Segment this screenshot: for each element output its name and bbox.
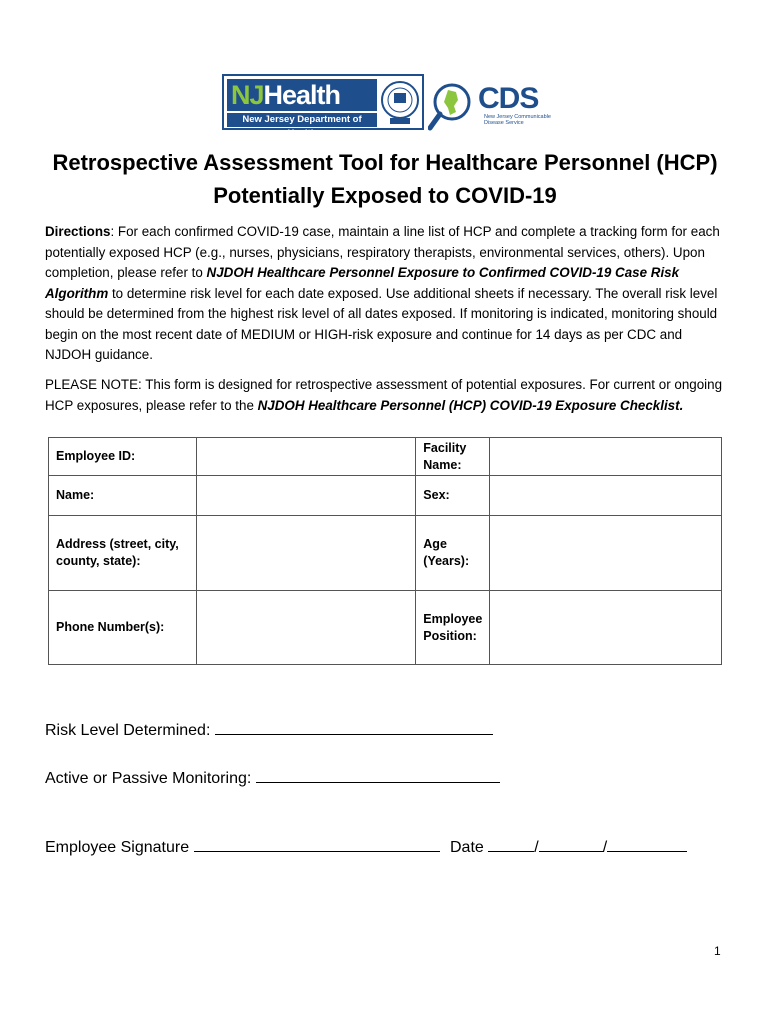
magnifier-nj-icon <box>428 82 480 132</box>
facility-name-field[interactable] <box>490 438 722 476</box>
risk-level-line: Risk Level Determined: <box>45 720 493 740</box>
employee-position-field[interactable] <box>490 591 722 665</box>
monitoring-line: Active or Passive Monitoring: <box>45 768 500 788</box>
address-label: Address (street, city, county, state): <box>49 516 197 591</box>
employee-id-field[interactable] <box>196 438 416 476</box>
phone-field[interactable] <box>196 591 416 665</box>
phab-seal-icon <box>380 80 420 126</box>
sex-field[interactable] <box>490 476 722 516</box>
nj-health-logo: NJHealth New Jersey Department of Health <box>222 74 424 130</box>
sex-label: Sex: <box>416 476 490 516</box>
employee-position-label: Employee Position: <box>416 591 490 665</box>
risk-level-blank[interactable] <box>215 720 493 735</box>
monitoring-blank[interactable] <box>256 768 500 783</box>
age-label: Age (Years): <box>416 516 490 591</box>
name-label: Name: <box>49 476 197 516</box>
header-logos <box>222 74 552 139</box>
name-field[interactable] <box>196 476 416 516</box>
phone-label: Phone Number(s): <box>49 591 197 665</box>
signature-blank[interactable] <box>194 837 440 852</box>
address-field[interactable] <box>196 516 416 591</box>
page-number: 1 <box>714 944 721 958</box>
employee-info-table <box>48 437 722 665</box>
employee-id-label: Employee ID: <box>49 438 197 476</box>
date-month-blank[interactable] <box>488 837 534 852</box>
age-field[interactable] <box>490 516 722 591</box>
note-paragraph: PLEASE NOTE: This form is designed for retrospective assessment of potential exposures. For current or ongoing HCP exposures, please refer to the NJDOH Healthcare Personnel (HCP) COVID-19 Exposure Checklist. <box>45 377 723 413</box>
directions-paragraph: Directions: For each confirmed COVID-19 case, maintain a line list of HCP and complete a tracking form for each potentially exposed HCP (e.g., nurses, physicians, respiratory therapists, environmental services, others). Upon completion, please refer to NJDOH Healthcare Personnel Exposure to Confirmed COVID-19 Case Risk Algorithm to determine risk level for each date exposed. Use additional sheets if necessary. The overall risk level should be determined from the highest risk level of all dates exposed. If monitoring is indicated, monitoring should begin on the most recent date of MEDIUM or HIGH-risk exposure and continue for 14 days as per CDC and NJDOH guidance. <box>45 224 720 362</box>
facility-name-label: Facility Name: <box>416 438 490 476</box>
date-day-blank[interactable] <box>539 837 603 852</box>
date-year-blank[interactable] <box>607 837 687 852</box>
signature-line: Employee Signature Date / / <box>45 837 687 857</box>
cds-logo: CDS New Jersey Communicable Disease Service <box>428 78 552 132</box>
page-title: Retrospective Assessment Tool for Healthcare Personnel (HCP) Potentially Exposed to COVID-19 <box>52 150 718 208</box>
